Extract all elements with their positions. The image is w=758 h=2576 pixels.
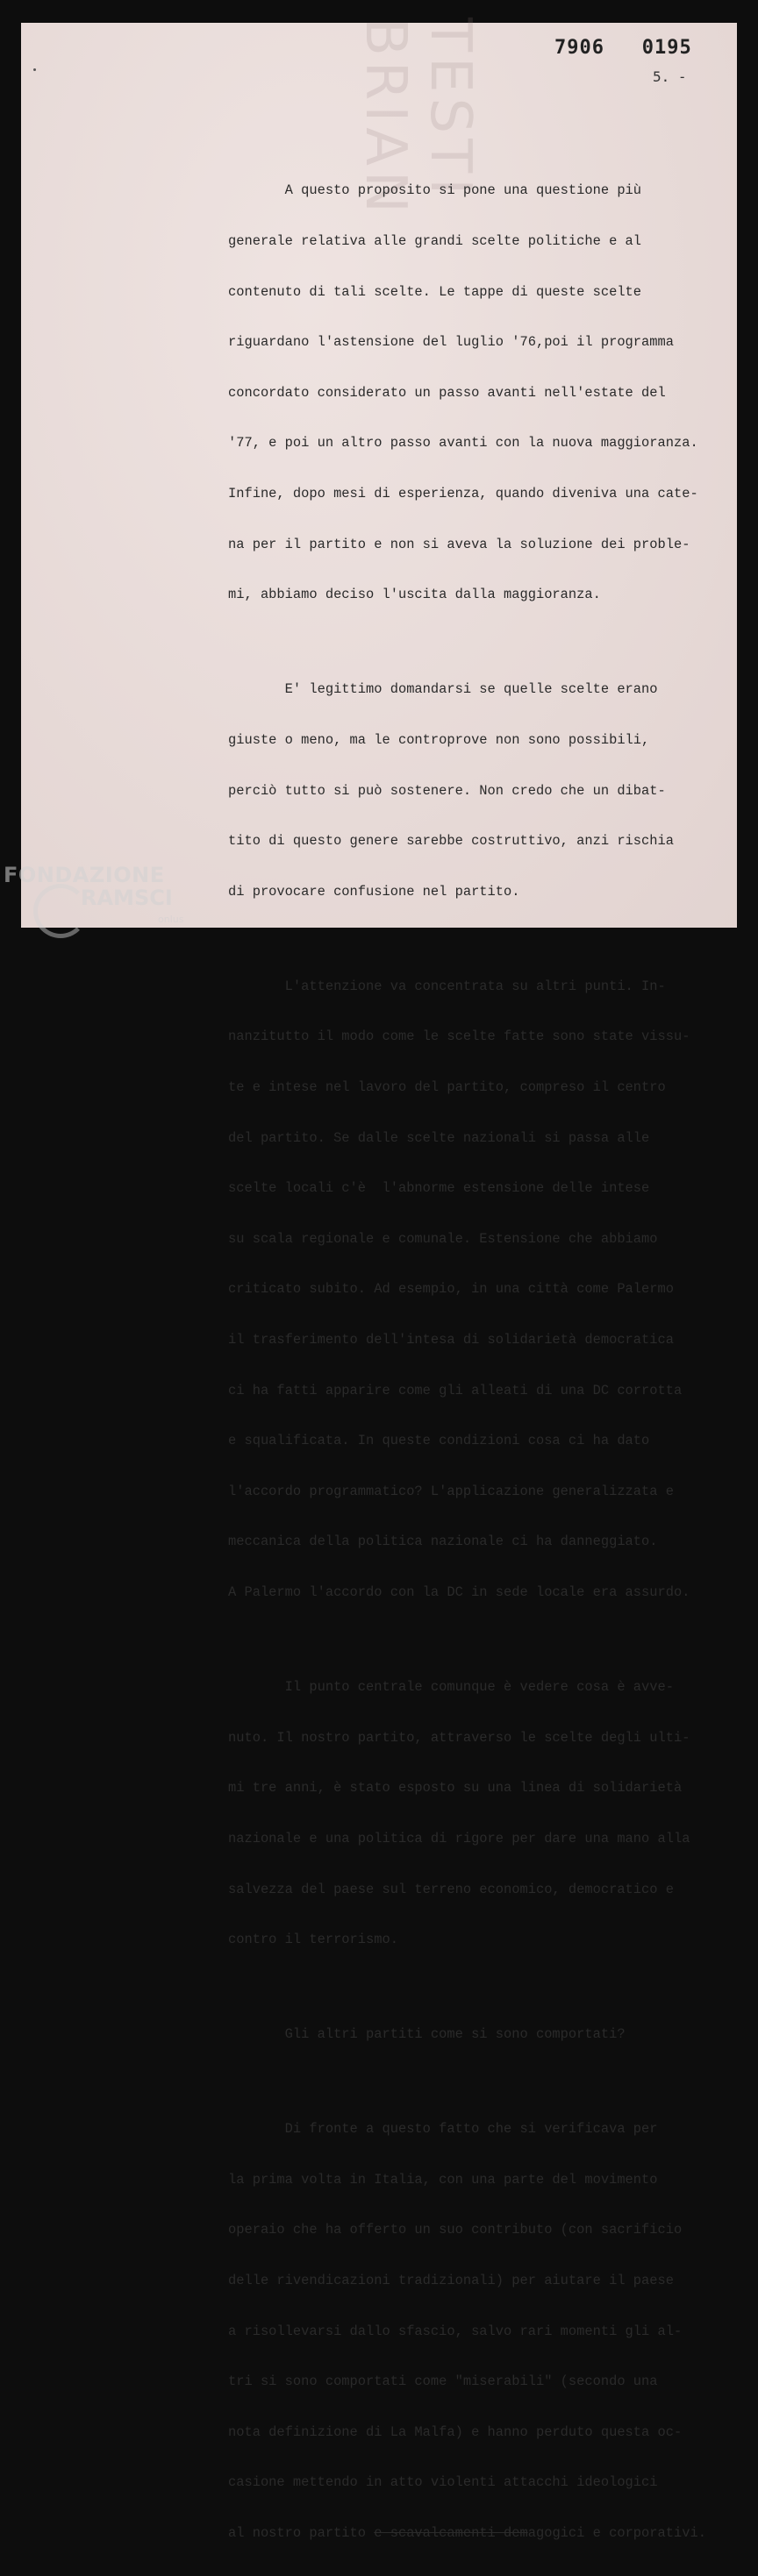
page-number: 5. - <box>653 68 687 85</box>
text-line: casione mettendo in atto violenti attacchi ideologici <box>228 2474 658 2491</box>
text-line: criticato subito. Ad esempio, in una città come Palermo <box>228 1281 674 1298</box>
paragraph <box>228 648 737 934</box>
text-line: te e intese nel lavoro del partito, compreso il centro <box>228 1078 666 1095</box>
text-line: nuto. Il nostro partito, attraverso le scelte degli ulti- <box>228 1729 690 1746</box>
text-line: delle rivendicazioni tradizionali) per aiutare il paese <box>228 2272 674 2288</box>
last-line-start: al nostro partito <box>228 2525 375 2542</box>
text-line: contro il terrorismo. <box>228 1932 398 1948</box>
text-line: Infine, dopo mesi di esperienza, quando diveniva una cate- <box>228 486 698 502</box>
text-line: L'attenzione va concentrata su altri punti. In- <box>228 978 666 994</box>
text-line: nota definizione di La Malfa) e hanno perduto questa oc- <box>228 2423 683 2440</box>
text-line: di provocare confusione nel partito. <box>228 883 520 900</box>
text-line: riguardano l'astensione del luglio '76,poi il programma <box>228 334 674 351</box>
paragraph-gap <box>228 2077 737 2088</box>
text-line: del partito. Se dalle scelte nazionali si passa alle <box>228 1129 650 1146</box>
text-line: nanzitutto il modo come le scelte fatte sono state vissu- <box>228 1028 690 1045</box>
paragraph-gap <box>228 1982 737 1993</box>
text-line: A Palermo l'accordo con la DC in sede locale era assurdo. <box>228 1584 690 1601</box>
logo-subtitle: onlus <box>158 914 184 925</box>
text-line: tri si sono comportati come "miserabili" (secondo una <box>228 2373 658 2390</box>
paragraph-gap <box>228 637 737 648</box>
dust-speck <box>33 68 36 71</box>
background-watermark: TESTI BRIAN <box>353 18 483 218</box>
fondazione-gramsci-logo <box>4 863 197 947</box>
text-line: Il punto centrale comunque è vedere cosa è avve- <box>228 1679 674 1696</box>
text-line: su scala regionale e comunale. Estensione che abbiamo <box>228 1230 658 1247</box>
text-line: la prima volta in Italia, con una parte del movimento <box>228 2171 658 2188</box>
paragraph <box>228 149 737 637</box>
text-line: '77, e poi un altro passo avanti con la nuova maggioranza. <box>228 435 698 452</box>
text-line: salvezza del paese sul terreno economico, democratico e <box>228 1881 674 1897</box>
document-number: 7906 0195 <box>554 37 692 59</box>
text-line-last <box>228 2525 737 2542</box>
text-line: tito di questo genere sarebbe costruttivo, anzi rischia <box>228 833 674 850</box>
text-line: l'accordo programmatico? L'applicazione generalizzata e <box>228 1483 674 1499</box>
paragraph <box>228 1993 737 2077</box>
text-line: perciò tutto si può sostenere. Non credo che un dibat- <box>228 782 666 799</box>
paragraph <box>228 1646 737 1982</box>
logo-line-1: FONDAZIONE <box>4 863 165 887</box>
paragraph <box>228 944 737 1634</box>
text-line: giuste o meno, ma le controprove non sono possibili, <box>228 731 650 748</box>
text-line: mi, abbiamo deciso l'uscita dalla maggioranza. <box>228 587 601 603</box>
text-line: meccanica della politica nazionale ci ha danneggiato. <box>228 1534 658 1550</box>
typed-body <box>228 149 737 2576</box>
text-line: na per il partito e non si aveva la soluzione dei proble- <box>228 536 690 552</box>
text-line: Di fronte a questo fatto che si verificava per <box>228 2121 658 2138</box>
text-line: contenuto di tali scelte. Le tappe di queste scelte <box>228 283 642 300</box>
text-line: scelte locali c'è l'abnorme estensione delle intese <box>228 1180 650 1197</box>
paragraph-gap <box>228 934 737 944</box>
text-line: E' legittimo domandarsi se quelle scelte erano <box>228 681 658 698</box>
text-line: nazionale e una politica di rigore per dare una mano alla <box>228 1830 690 1847</box>
text-line: mi tre anni, è stato esposto su una linea di solidarietà <box>228 1780 683 1797</box>
last-line-end: agogici e corporativi. <box>527 2525 706 2542</box>
paragraph <box>228 2088 737 2576</box>
logo-g-ring-icon <box>33 884 88 938</box>
text-line: ci ha fatti apparire come gli alleati di una DC corrotta <box>228 1382 683 1398</box>
paragraph-gap <box>228 1635 737 1646</box>
text-line: e squalificata. In queste condizioni cosa ci ha dato <box>228 1433 650 1449</box>
text-line: A questo proposito si pone una questione più <box>228 182 642 199</box>
text-line: a risollevarsi dallo sfascio, salvo rari momenti gli al- <box>228 2323 683 2339</box>
text-line: operaio che ha offerto un suo contributo (con sacrificio <box>228 2222 683 2238</box>
struck-text: e scavalcamenti dem <box>374 2525 528 2542</box>
logo-line-2: RAMSCI <box>81 886 173 910</box>
text-line: concordato considerato un passo avanti nell'estate del <box>228 384 666 401</box>
text-line: Gli altri partiti come si sono comportati? <box>228 2026 626 2043</box>
text-line: generale relativa alle grandi scelte politiche e al <box>228 233 642 250</box>
text-line: il trasferimento dell'intesa di solidarietà democratica <box>228 1332 674 1348</box>
